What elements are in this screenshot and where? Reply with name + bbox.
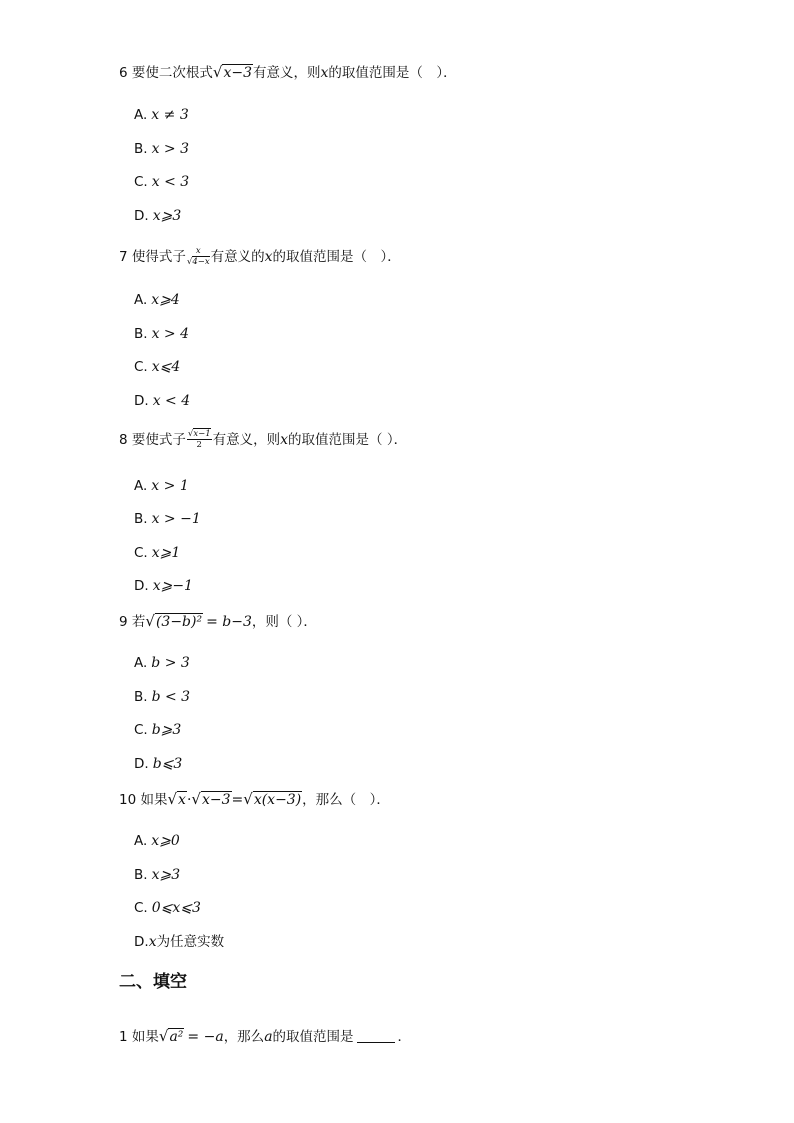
question-8-option-b[interactable]: B. x > −1 [134,511,201,527]
question-9-option-d[interactable]: D. b⩽3 [134,756,183,772]
question-6-option-b[interactable]: B. x > 3 [134,141,189,157]
question-8-option-a[interactable]: A. x > 1 [134,478,189,494]
question-6-mid: 有意义，则 [253,64,321,81]
question-8-option-d[interactable]: D. x⩾−1 [134,578,193,594]
answer-blank[interactable] [357,1030,395,1043]
question-8-var: x [280,431,289,448]
question-8-mid: 有意义，则 [212,431,281,448]
radical-x-minus-3: √x−3 [212,63,252,81]
question-9 [119,611,317,632]
question-7-option-d[interactable]: D. x < 4 [134,393,191,409]
question-7-option-c[interactable]: C. x⩽4 [134,359,181,375]
question-8-option-c[interactable]: C. x⩾1 [134,545,181,561]
question-9-prefix: 9 若 [119,613,146,630]
question-7-var: x [264,248,273,265]
question-7-option-b[interactable]: B. x > 4 [134,326,189,342]
question-7 [119,246,401,267]
fill-question-1-var: a [264,1028,273,1045]
question-7-prefix: 7 使得式子 [119,248,186,265]
question-9-option-a[interactable]: A. b > 3 [134,655,190,671]
question-6-option-a[interactable]: A. x ≠ 3 [134,107,189,123]
question-10-option-b[interactable]: B. x⩾3 [134,867,181,883]
radical-x: √x [167,790,186,808]
question-9-option-b[interactable]: B. b < 3 [134,689,191,705]
multiplication-dot: · [186,791,192,808]
question-10 [119,789,390,810]
question-6-var: x [320,64,329,81]
section-heading-fill-in: 二、填空 [119,972,187,992]
fill-question-1-prefix: 1 如果 [119,1028,159,1045]
radical-x-minus-3: √x−3 [191,790,231,808]
question-8 [119,429,407,450]
question-10-option-d[interactable]: D.x为任意实数 [134,934,225,950]
equals-sign: = [231,791,244,808]
question-6-option-d[interactable]: D. x⩾3 [134,208,182,224]
question-10-option-c[interactable]: C. 0⩽x⩽3 [134,900,201,916]
question-6-option-c[interactable]: C. x < 3 [134,174,190,190]
question-9-rhs: = b−3 [206,613,252,630]
question-9-suffix: ，则（ ）． [251,613,317,630]
question-7-suffix: 的取值范围是（ ）． [272,248,401,265]
fill-question-1-mid: ，那么 [223,1028,265,1045]
question-6-prefix: 6 要使二次根式 [119,64,213,81]
fill-question-1-suffix: 的取值范围是 [272,1028,354,1045]
question-6-suffix: 的取值范围是（ ）． [328,64,457,81]
fill-question-1-end: ． [397,1028,412,1045]
fraction-sqrt-x-minus-1-over-2: $\frac{√x-1}{2}$ [187,429,211,450]
fill-question-1 [119,1026,411,1047]
fraction-x-over-sqrt-4-minus-x: $\frac{x}{√4-x}$ [186,246,210,267]
question-8-prefix: 8 要使式子 [119,431,186,448]
question-10-suffix: ，那么（ ）． [302,791,390,808]
question-6 [119,62,457,83]
fill-question-1-rhs: = −a [187,1028,224,1045]
question-7-option-a[interactable]: A. x⩾4 [134,292,180,308]
question-9-option-c[interactable]: C. b⩾3 [134,722,182,738]
question-10-prefix: 10 如果 [119,791,168,808]
radical-a-squared: √a² [158,1027,184,1045]
radical-x-times-x-minus-3: √x(x−3) [243,790,302,808]
question-7-mid: 有意义的 [210,248,265,265]
question-8-suffix: 的取值范围是（ ）． [288,431,408,448]
question-10-option-a[interactable]: A. x⩾0 [134,833,180,849]
radical-3-minus-b-squared: √(3−b)² [145,612,203,630]
